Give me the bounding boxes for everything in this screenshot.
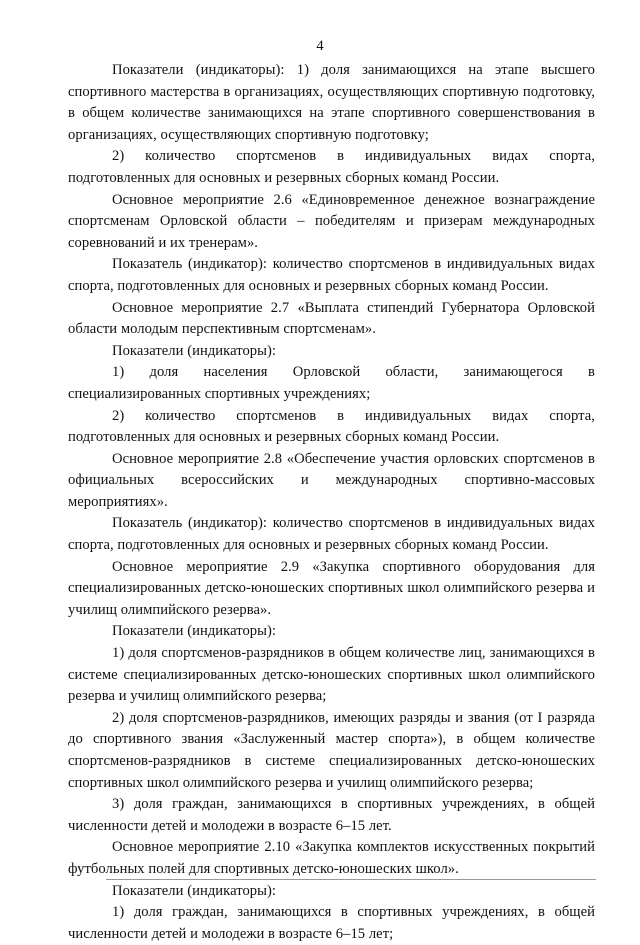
paragraph: Основное мероприятие 2.8 «Обеспечение участия орловских спортсменов в официальных всероссийских и международных спортивно-массовых мероприятиях». bbox=[68, 450, 595, 510]
paragraph: Показатели (индикаторы): bbox=[112, 623, 277, 640]
paragraph: 2) доля спортсменов-разрядников, имеющих разряды и звания (от I разряда до спортивного звания «Заслуженный мастер спорта»), в общем количестве спортсменов-разрядников в системе специализированных детско-юношеских спортивных школ олимпийского резерва и училищ олимпийского резерва; bbox=[68, 709, 595, 791]
paragraph: 2) количество спортсменов в индивидуальных видах спорта, подготовленных для основных и резервных сборных команд России. bbox=[68, 148, 595, 186]
paragraph: Основное мероприятие 2.7 «Выплата стипендий Губернатора Орловской области молодым перспективным спортсменам». bbox=[68, 299, 595, 338]
paragraph: 3) доля граждан, занимающихся в спортивных учреждениях, в общей численности детей и молодежи в возрасте 6–15 лет. bbox=[68, 796, 595, 834]
paragraph: 1) доля граждан, занимающихся в спортивных учреждениях, в общей численности детей и молодежи в возрасте 6–15 лет; bbox=[68, 904, 595, 942]
paragraph: Основное мероприятие 2.10 «Закупка комплектов искусственных покрытий футбольных полей для спортивных детско-юношеских школ». bbox=[68, 839, 595, 877]
paragraph: Показатель (индикатор): количество спортсменов в индивидуальных видах спорта, подготовленных для основных и резервных сборных команд России. bbox=[68, 515, 595, 554]
paragraph: 1) доля населения Орловской области, занимающегося в специализированных спортивных учреждениях; bbox=[68, 364, 595, 402]
paragraph: Показатели (индикаторы): bbox=[112, 882, 277, 899]
document-body bbox=[68, 60, 595, 945]
paragraph: 1) доля спортсменов-разрядников в общем количестве лиц, занимающихся в системе специализированных детско-юношеских спортивных школ олимпийского резерва и училищ олимпийского резерва; bbox=[68, 645, 595, 705]
paragraph: Показатель (индикатор): количество спортсменов в индивидуальных видах спорта, подготовленных для основных и резервных сборных команд России. bbox=[68, 256, 595, 294]
paragraph: Показатели (индикаторы): 1) доля занимающихся на этапе высшего спортивного мастерства в организациях, осуществляющих спортивную подготовку, в общем количестве занимающихся на этапе спортивного совершенствования в организациях, осуществляющих спортивную подготовку; bbox=[68, 62, 595, 143]
footer-divider bbox=[106, 879, 596, 880]
paragraph: 2) количество спортсменов в индивидуальных видах спорта, подготовленных для основных и резервных сборных команд России. bbox=[68, 407, 595, 446]
page-number: 4 bbox=[316, 38, 324, 54]
paragraph: Основное мероприятие 2.9 «Закупка спортивного оборудования для специализированных детско-юношеских спортивных школ олимпийского резерва и училищ олимпийского резерва». bbox=[68, 558, 595, 618]
paragraph: Основное мероприятие 2.6 «Единовременное денежное вознаграждение спортсменам Орловской области – победителям и призерам международных соревнований и их тренерам». bbox=[68, 191, 595, 251]
paragraph: Показатели (индикаторы): bbox=[112, 342, 277, 359]
